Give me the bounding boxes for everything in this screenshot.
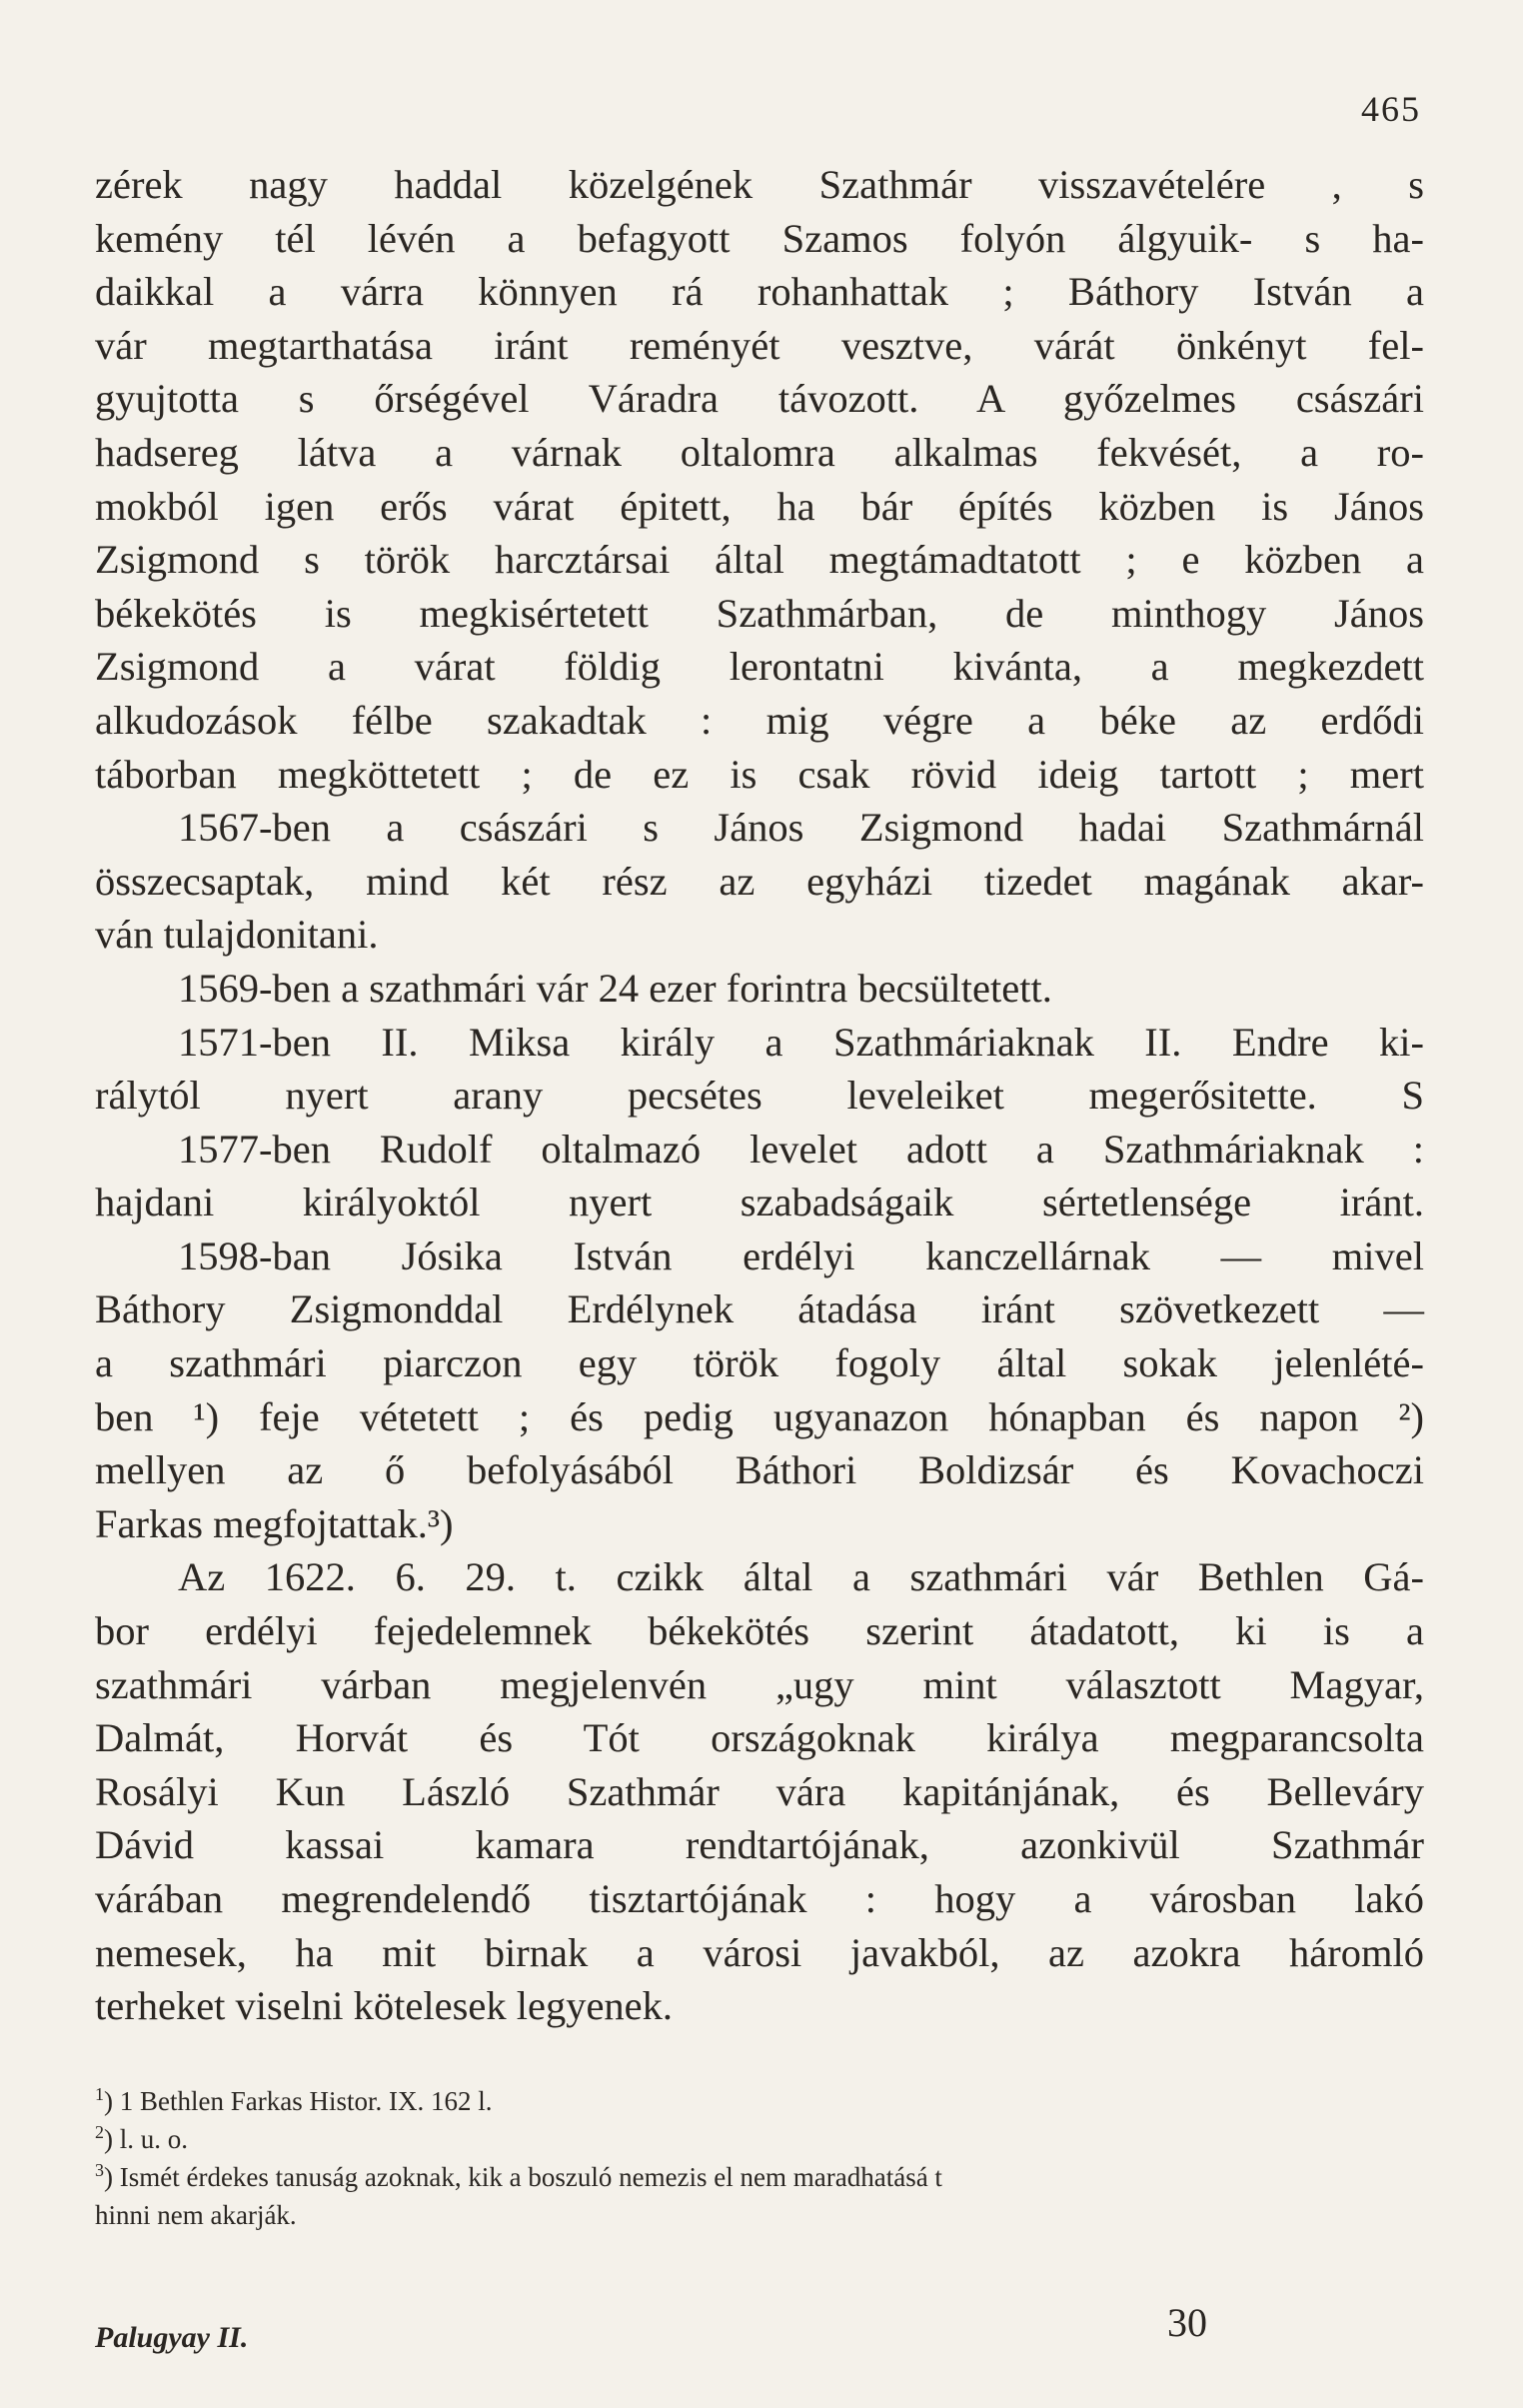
footnote-marker: 2 <box>95 2122 104 2142</box>
footnote-marker: 1 <box>95 2084 104 2104</box>
text-line: 1571-ben II. Miksa király a Szathmáriaknak II. Endre ki- <box>178 1019 1424 1065</box>
text-line: Rosályi Kun László Szathmár vára kapitánjának, és Bellevárу <box>95 1768 1424 1814</box>
footnote-text: hinni nem akarják. <box>95 2200 297 2230</box>
text-line: táborban megköttetett ; de ez is csak rövid ideig tartott ; mert <box>95 751 1424 797</box>
text-line: hadsereg látva a várnak oltalomra alkalmas fekvését, a ro- <box>95 429 1424 475</box>
footnote <box>95 2079 1424 2117</box>
page-number: 465 <box>1361 89 1421 129</box>
text-line: várában megrendelendő tisztartójának : hogy a városban lakó <box>95 1876 1424 1921</box>
text-line: 1598-ban Jósika István erdélyi kanczellárnak — mivel <box>178 1232 1424 1278</box>
text-line: Dávid kassai kamara rendtartójának, azonkivül Szathmár <box>95 1822 1424 1868</box>
text-line: alkudozások félbe szakadtak : mig végre a béke az erdődi <box>95 697 1424 743</box>
text-line: békekötés is megkisértetett Szathmárban, de minthogy János <box>95 590 1424 636</box>
footnotes <box>95 2079 1424 2231</box>
text-line: Dalmát, Horvát és Tót országoknak királya megparancsolta <box>95 1715 1424 1761</box>
text-line: 1569-ben a szathmári vár 24 ezer forintra becsültetett. <box>178 965 1052 1011</box>
text-line: Zsigmond s török harcztársai által megtámadtatott ; e közben a <box>95 537 1424 583</box>
text-line: zérek nagy haddal közelgének Szathmár visszavételére , s <box>95 162 1424 207</box>
text-line: vár megtarthatása iránt reményét vesztve, várát önkényt fel- <box>95 322 1424 368</box>
footnote-marker: 3 <box>95 2160 104 2180</box>
body-text <box>95 158 1424 2033</box>
printer-signature: Palugyay II. <box>95 2321 249 2354</box>
text-line: szathmári várban megjelenvén „ugy mint választott Magyar, <box>95 1661 1424 1707</box>
footnote-text: ) 1 Bethlen Farkas Histor. IX. 162 l. <box>104 2086 493 2116</box>
text-line: bor erdélyi fejedelemnek békekötés szerint átadatott, ki is a <box>95 1608 1424 1654</box>
text-line: ván tulajdonitani. <box>95 912 379 958</box>
text-line: kemény tél lévén a befagyott Szamos folyón álgyuik- s ha- <box>95 215 1424 261</box>
text-line: terheket viselni kötelesek legyenek. <box>95 1983 674 2029</box>
footnote <box>95 2155 1424 2193</box>
text-line: mokból igen erős várat épitett, ha bár építés közben is János <box>95 483 1424 529</box>
text-line: összecsaptak, mind két rész az egyházi tizedet magának akar- <box>95 858 1424 904</box>
text-line: 1567-ben a császári s János Zsigmond hadai Szathmárnál <box>178 805 1424 851</box>
text-line: Farkas megfojtattak.³) <box>95 1500 454 1546</box>
footnote-text: ) Ismét érdekes tanuság azoknak, kik a boszuló nemezis el nem maradhatásá t <box>104 2162 942 2192</box>
text-line: gyujtotta s őrségével Váradra távozott. A győzelmes császári <box>95 376 1424 422</box>
footnote-continuation <box>95 2193 1424 2231</box>
text-line: nemesek, ha mit birnak a városi javakból, az azokra háromló <box>95 1929 1424 1975</box>
text-line: ben ¹) feje vétetett ; és pedig ugyanazon hónapban és napon ²) <box>95 1393 1424 1439</box>
sheet-number: 30 <box>1167 2300 1207 2345</box>
text-line: Zsigmond a várat földig lerontatni kivánta, a megkezdett <box>95 644 1424 690</box>
footnote-text: ) l. u. o. <box>104 2124 188 2154</box>
text-line: a szathmári piarczon egy török fogoly által sokak jelenlété- <box>95 1340 1424 1386</box>
text-line: mellyen az ő befolyásából Báthori Boldizsár és Kovachoczi <box>95 1447 1424 1493</box>
text-line: Az 1622. 6. 29. t. czikk által a szathmári vár Bethlen Gá- <box>178 1554 1424 1600</box>
text-line: Báthory Zsigmonddal Erdélynek átadása iránt szövetkezett — <box>95 1286 1424 1332</box>
text-line: 1577-ben Rudolf oltalmazó levelet adott a Szathmáriaknak : <box>178 1126 1424 1172</box>
text-line: rálytól nyert arany pecsétes leveleiket megerősitette. S <box>95 1073 1424 1119</box>
text-line: hajdani királyoktól nyert szabadságaik sértetlensége iránt. <box>95 1180 1424 1225</box>
text-line: daikkal a várra könnyen rá rohanhattak ; Báthory István a <box>95 269 1424 315</box>
footnote <box>95 2117 1424 2155</box>
